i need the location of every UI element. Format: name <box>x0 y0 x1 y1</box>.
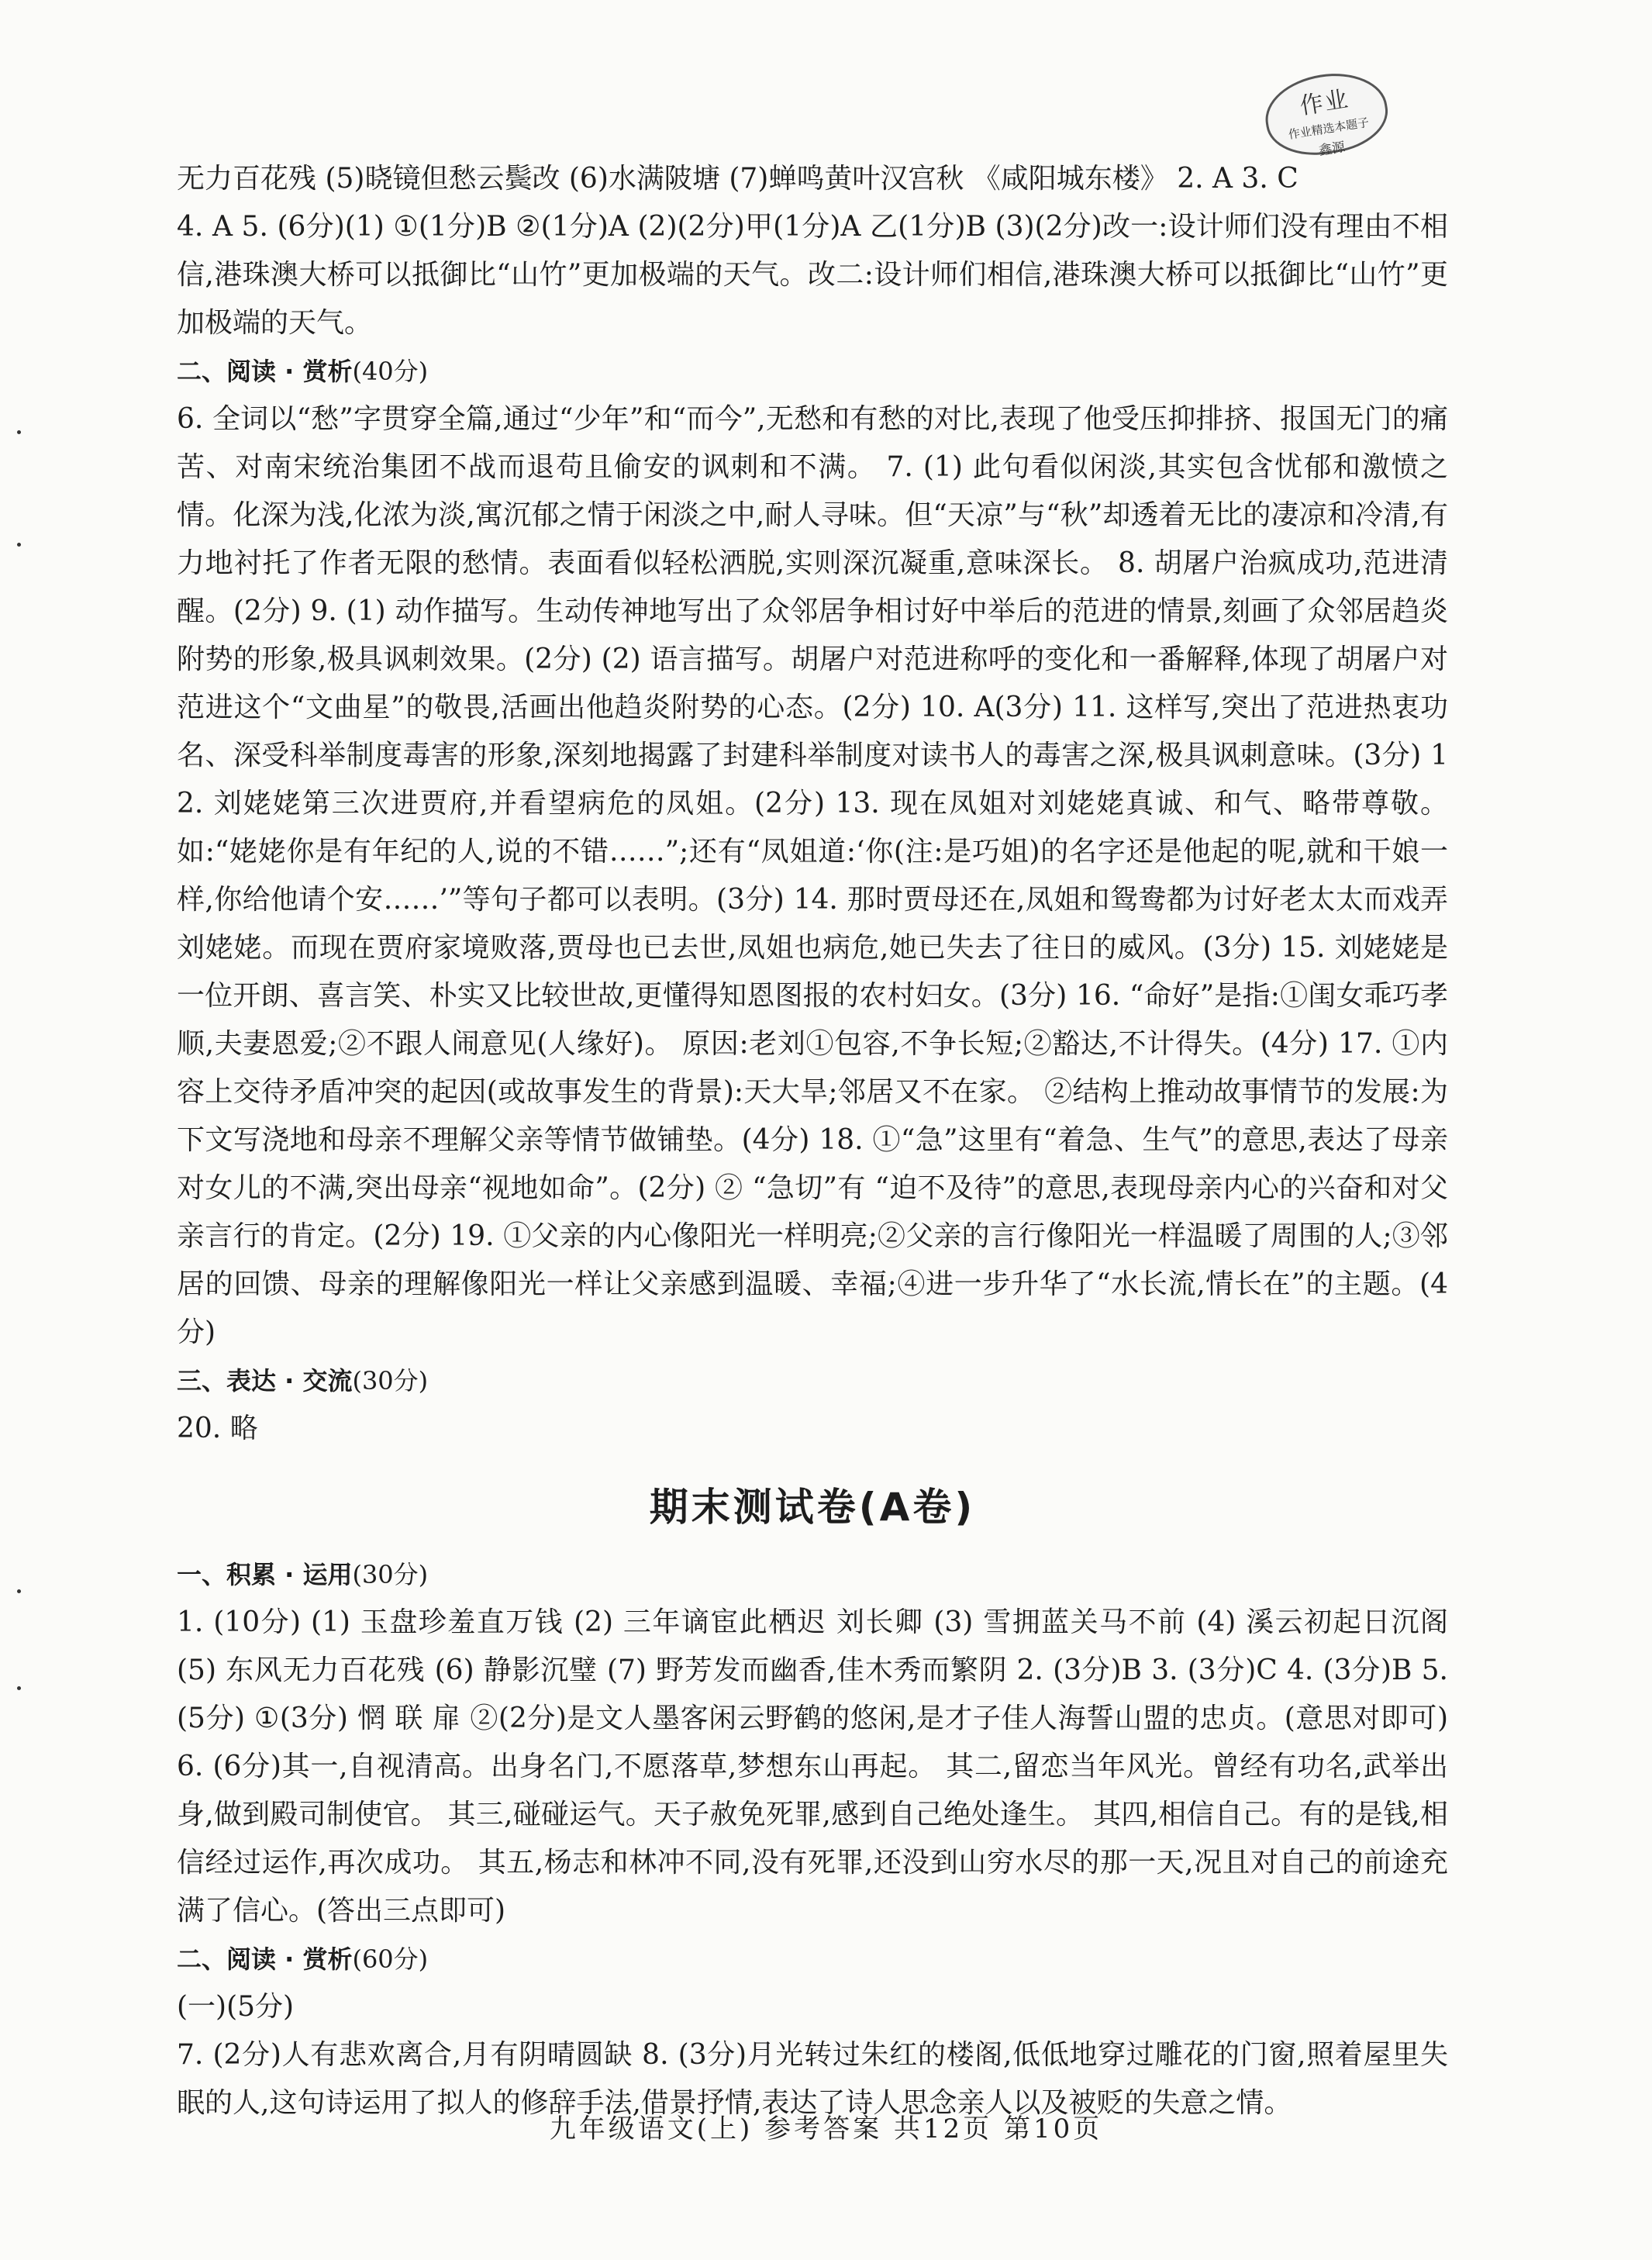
section-label: 三、表达 · 交流 <box>177 1366 353 1396</box>
section-header-express <box>177 1357 1448 1405</box>
section-header-accumulate <box>177 1551 1448 1599</box>
answer-line: 无力百花残 (5)晓镜但愁云鬓改 (6)水满陂塘 (7)蝉鸣黄叶汉宫秋 《咸阳城东楼》 2. A 3. C <box>177 163 1298 195</box>
accumulate-answers: 1. (10分) (1) 玉盘珍羞直万钱 (2) 三年谪宦此栖迟 刘长卿 (3) 雪拥蓝关马不前 (4) 溪云初起日沉阁 (5) 东风无力百花残 (6) 静影沉璧 (7) 野芳发而幽香,佳木秀而繁阴 2. (3分)B 3. (3分)C 4. (3分)B 5. (5分) ①(3分) 惘 联 扉 ②(2分)是文人墨客闲云野鹤的悠闲,是才子佳人海誓山盟的忠贞。(意思对即可) 6. (6分)其一,自视清高。出身名门,不愿落草,梦想东山再起。 其二,留恋当年风光。曾经有功名,武举出身,做到殿司制使官。 其三,碰碰运气。天子赦免死罪,感到自己绝处逢生。 其四,相信自己。有的是钱,相信经过运作,再次成功。 其五,杨志和林冲不同,没有死罪,还没到山穷水尽的那一天,况且对自己的前途充满了信心。(答出三点即可) <box>177 1606 1448 1927</box>
section-label: 二、阅读 · 赏析 <box>177 1944 353 1974</box>
section-label: 二、阅读 · 赏析 <box>177 357 353 386</box>
section-header-reading-2 <box>177 1935 1448 1983</box>
section-points: (30分) <box>352 1560 429 1589</box>
section-points: (40分) <box>352 357 429 386</box>
section-label: 一、积累 · 运用 <box>177 1560 353 1589</box>
subsection-label: (一)(5分) <box>177 1991 295 2023</box>
margin-dot <box>17 1686 21 1690</box>
reading-answers: 6. 全词以“愁”字贯穿全篇,通过“少年”和“而今”,无愁和有愁的对比,表现了他受压抑排挤、报国无门的痛苦、对南宋统治集团不战而退苟且偷安的讽刺和不满。 7. (1) 此句看似闲淡,其实包含忧郁和激愤之情。化深为浅,化浓为淡,寓沉郁之情于闲淡之中,耐人寻味。但“天凉”与“秋”却透着无比的凄凉和冷清,有力地衬托了作者无限的愁情。表面看似轻松洒脱,实则深沉凝重,意味深长。 8. 胡屠户治疯成功,范进清醒。(2分) 9. (1) 动作描写。生动传神地写出了众邻居争相讨好中举后的范进的情景,刻画了众邻居趋炎附势的形象,极具讽刺效果。(2分) (2) 语言描写。胡屠户对范进称呼的变化和一番解释,体现了胡屠户对范进这个“文曲星”的敬畏,活画出他趋炎附势的心态。(2分) 10. A(3分) 11. 这样写,突出了范进热衷功名、深受科举制度毒害的形象,深刻地揭露了封建科举制度对读书人的毒害之深,极具讽刺意味。(3分) 12. 刘姥姥第三次进贾府,并看望病危的凤姐。(2分) 13. 现在凤姐对刘姥姥真诚、和气、略带尊敬。如:“姥姥你是有年纪的人,说的不错……”;还有“凤姐道:‘你(注:是巧姐)的名字还是他起的呢,就和干娘一样,你给他请个安……’”等句子都可以表明。(3分) 14. 那时贾母还在,凤姐和鸳鸯都为讨好老太太而戏弄刘姥姥。而现在贾府家境败落,贾母也已去世,凤姐也病危,她已失去了往日的威风。(3分) 15. 刘姥姥是一位开朗、喜言笑、朴实又比较世故,更懂得知恩图报的农村妇女。(3分) 16. “命好”是指:①闺女乖巧孝顺,夫妻恩爱;②不跟人闹意见(人缘好)。 原因:老刘①包容,不争长短;②豁达,不计得失。(4分) 17. ①内容上交待矛盾冲突的起因(或故事发生的背景):天大旱;邻居又不在家。 ②结构上推动故事情节的发展:为下文写浇地和母亲不理解父亲等情节做铺垫。(4分) 18. ①“急”这里有“着急、生气”的意思,表达了母亲对女儿的不满,突出母亲“视地如命”。(2分) ② “急切”有 “迫不及待”的意思,表现母亲内心的兴奋和对父亲言行的肯定。(2分) 19. ①父亲的内心像阳光一样明亮;②父亲的言行像阳光一样温暖了周围的人;③邻居的回馈、母亲的理解像阳光一样让父亲感到温暖、幸福;④进一步升华了“水长流,情长在”的主题。(4分) <box>177 403 1448 1348</box>
stamp-line-1: 作业 <box>1298 85 1352 120</box>
exam-title: 期末测试卷(A卷) <box>649 1485 976 1530</box>
section-points: (30分) <box>352 1366 429 1396</box>
section-points: (60分) <box>352 1944 429 1974</box>
section-header-reading <box>177 347 1448 395</box>
answer-paragraph: 4. A 5. (6分)(1) ①(1分)B ②(1分)A (2)(2分)甲(1分)A 乙(1分)B (3)(2分)改一:设计师们没有理由不相信,港珠澳大桥可以抵御比“山竹”更加极端的天气。改二:设计师们相信,港珠澳大桥可以抵御比“山竹”更加极端的天气。 <box>177 211 1448 339</box>
stamp-line-3: 鑫源 <box>1317 139 1347 159</box>
stamp-line-2: 作业精选本题子 <box>1287 115 1371 142</box>
reading-2-answers: 7. (2分)人有悲欢离合,月有阴晴圆缺 8. (3分)月光转过朱红的楼阁,低低地穿过雕花的门窗,照着屋里失眠的人,这句诗运用了拟人的修辞手法,借景抒情,表达了诗人思念亲人以及被贬的失意之情。 <box>177 2039 1448 2119</box>
express-answers: 20. 略 <box>177 1413 258 1444</box>
margin-dot <box>17 430 21 434</box>
page-footer: 九年级语文(上) 参考答案 共12页 第10页 <box>549 2113 1103 2144</box>
page-content <box>177 155 1448 2127</box>
margin-dot <box>17 1589 21 1593</box>
margin-dot <box>17 543 21 547</box>
homework-stamp <box>1260 65 1393 162</box>
